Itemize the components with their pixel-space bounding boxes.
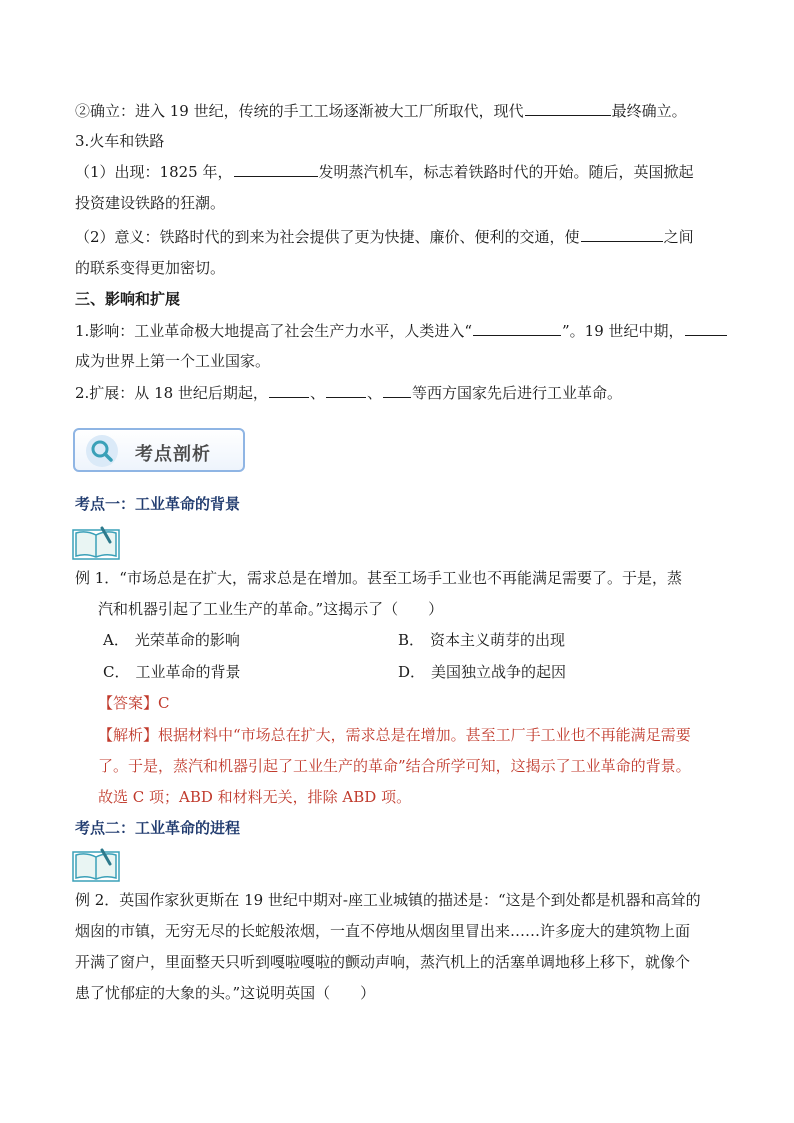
book-pencil-icon xyxy=(72,526,120,560)
analysis-text: 根据材料中“市场总在扩大，需求总是在增加。甚至工厂手工业也不再能满足需要 xyxy=(158,726,691,744)
answer-line xyxy=(98,692,170,714)
analysis-line3: 故选 C 项；ABD 和材料无关，排除 ABD 项。 xyxy=(98,788,412,806)
answer-value: C xyxy=(158,694,170,712)
option-label: C． xyxy=(103,663,130,681)
expansion-item xyxy=(75,382,622,404)
item-establishment-text: ②确立：进入 19 世纪，传统的手工工场逐渐被大工厂所取代，现代 xyxy=(75,102,524,120)
fill-blank[interactable] xyxy=(473,320,561,336)
banner-title: 考点剖析 xyxy=(135,444,211,465)
impact-text: 1.影响：工业革命极大地提高了社会生产力水平，人类进入“ xyxy=(75,322,472,340)
fill-blank[interactable] xyxy=(326,382,366,398)
analysis-tag: 【解析】 xyxy=(98,726,159,744)
option-label: A． xyxy=(103,631,129,649)
option-text: 资本主义萌芽的出现 xyxy=(430,631,566,649)
item-establishment xyxy=(75,100,687,122)
impact-item xyxy=(75,320,728,342)
separator: 、 xyxy=(366,384,382,402)
question-2-line3: 开满了窗户，里面整天只听到嘎啦嘎啦的颤动声响，蒸汽机上的活塞单调地移上移下，就像个 xyxy=(75,953,691,971)
magnifier-icon xyxy=(85,434,119,468)
railway-significance-cont: 的联系变得更加密切。 xyxy=(75,259,226,277)
option-d[interactable] xyxy=(398,661,566,683)
railway-appearance xyxy=(75,161,694,183)
fill-blank[interactable] xyxy=(525,100,611,116)
kaodian1-heading: 考点一：工业革命的背景 xyxy=(75,495,241,513)
fill-blank[interactable] xyxy=(234,161,318,177)
railway-appearance-end: 发明蒸汽机车，标志着铁路时代的开始。随后，英国掀起 xyxy=(318,163,694,181)
railway-appearance-cont: 投资建设铁路的狂潮。 xyxy=(75,194,226,212)
kaodian-banner xyxy=(73,428,245,472)
option-c[interactable] xyxy=(103,661,241,683)
railway-significance-end: 之间 xyxy=(663,228,694,246)
analysis-line1 xyxy=(98,724,691,746)
option-label: D． xyxy=(398,663,426,681)
option-text: 光荣革命的影响 xyxy=(134,631,240,649)
analysis-line2: 了。于是，蒸汽和机器引起了工业生产的革命”结合所学可知，这揭示了工业革命的背景。 xyxy=(98,757,691,775)
option-a[interactable] xyxy=(103,629,240,651)
expansion-end: 等西方国家先后进行工业革命。 xyxy=(411,384,622,402)
impact-cont: 成为世界上第一个工业国家。 xyxy=(75,352,271,370)
question-2-line2: 烟囱的市镇，无穷无尽的长蛇般浓烟，一直不停地从烟囱里冒出来……许多庞大的建筑物上面 xyxy=(75,922,691,940)
railway-appearance-text: （1）出现：1825 年， xyxy=(75,163,233,181)
separator: 、 xyxy=(309,384,325,402)
option-text: 美国独立战争的起因 xyxy=(431,663,567,681)
kaodian2-heading: 考点二：工业革命的进程 xyxy=(75,819,241,837)
question-2-line4: 患了忧郁症的大象的头。”这说明英国（ ） xyxy=(75,984,376,1002)
fill-blank[interactable] xyxy=(581,226,663,242)
answer-tag: 【答案】 xyxy=(98,694,159,712)
question-2-line1: 例 2．英国作家狄更斯在 19 世纪中期对-座工业城镇的描述是：“这是个到处都是机器和高耸的 xyxy=(75,891,701,909)
option-label: B． xyxy=(398,631,425,649)
option-b[interactable] xyxy=(398,629,565,651)
book-pencil-icon xyxy=(72,848,120,882)
section-heading-impact: 三、影响和扩展 xyxy=(75,290,181,308)
railway-significance-text: （2）意义：铁路时代的到来为社会提供了更为快捷、廉价、便利的交通，使 xyxy=(75,228,580,246)
subheading-railway: 3.火车和铁路 xyxy=(75,132,165,150)
option-text: 工业革命的背景 xyxy=(135,663,241,681)
impact-mid: ”。19 世纪中期， xyxy=(561,322,684,340)
item-establishment-end: 最终确立。 xyxy=(611,102,687,120)
fill-blank[interactable] xyxy=(269,382,309,398)
railway-significance xyxy=(75,226,694,248)
fill-blank[interactable] xyxy=(685,320,727,336)
fill-blank[interactable] xyxy=(383,382,411,398)
question-1-line1: 例 1．“市场总是在扩大，需求总是在增加。甚至工场手工业也不再能满足需要了。于是，蒸 xyxy=(75,569,682,587)
question-1-line2: 汽和机器引起了工业生产的革命。”这揭示了（ ） xyxy=(98,600,444,618)
expansion-text: 2.扩展：从 18 世纪后期起， xyxy=(75,384,268,402)
